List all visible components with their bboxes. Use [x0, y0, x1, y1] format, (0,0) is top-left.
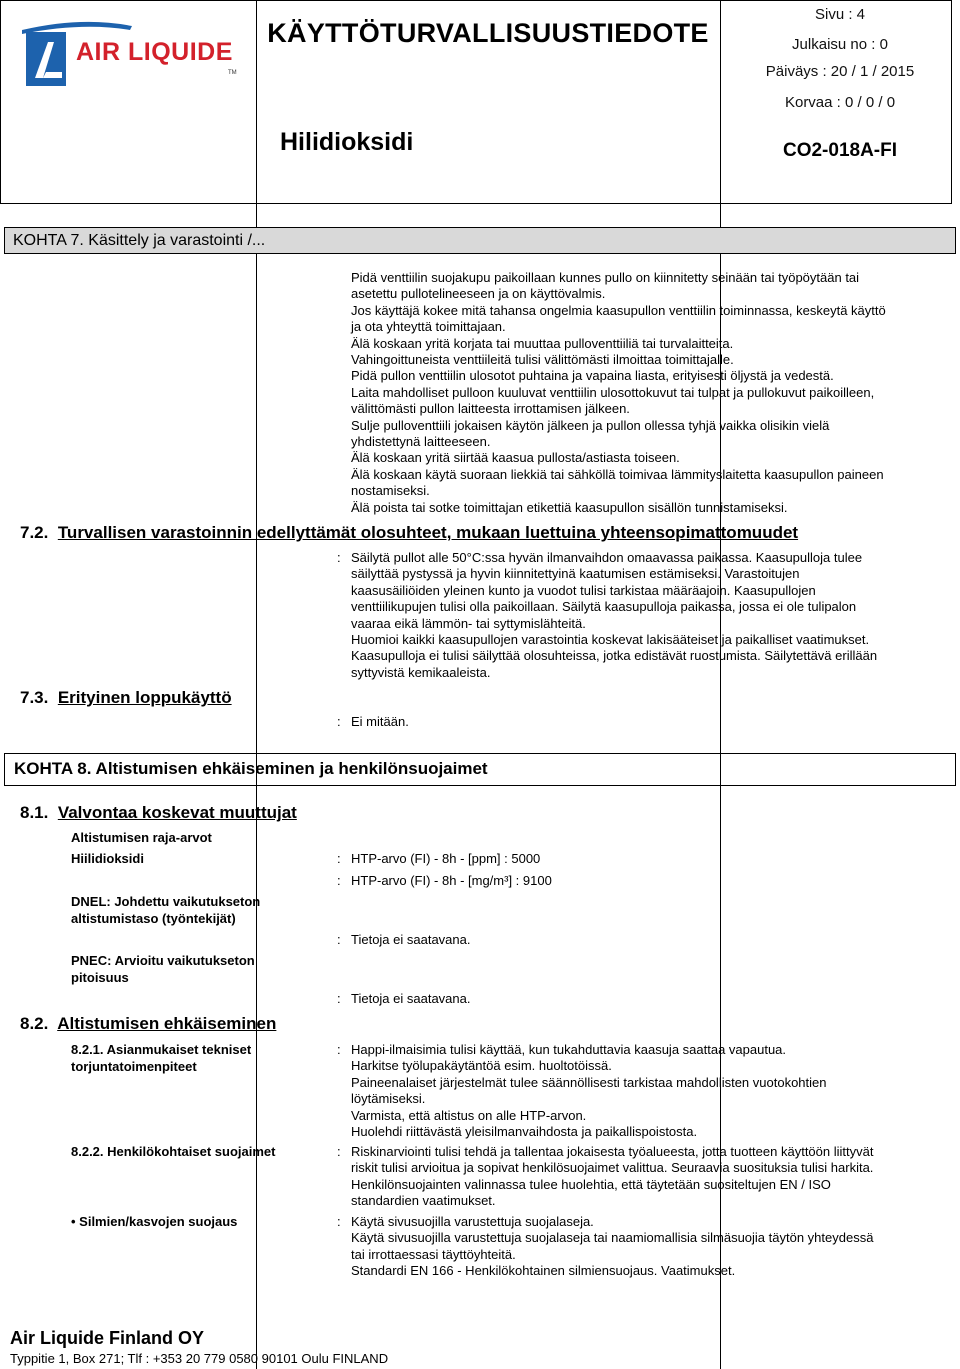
- dnel-value: Tietoja ei saatavana.: [351, 932, 471, 947]
- engineering-controls-label: [71, 1042, 251, 1075]
- handling-line: ja ota yhteyttä toimittajaan.: [351, 319, 506, 335]
- ppe-label: 8.2.2. Henkilökohtaiset suojaimet: [71, 1144, 276, 1159]
- section-7-bar: KOHTA 7. Käsittely ja varastointi /...: [4, 227, 956, 254]
- ppe-line: Henkilönsuojainten valinnassa tulee huolehtia, että täytetään suositeltujen EN / ISO: [351, 1176, 831, 1192]
- dnel-label-line: altistumistaso (työntekijät): [71, 910, 236, 926]
- handling-line: nostamiseksi.: [351, 483, 430, 499]
- pnec-label-line: pitoisuus: [71, 969, 129, 985]
- storage-line: kaasusäiliöiden yleinen kunto ja vuodot tulisi tarkistaa määräajoin. Kaasupullojen: [351, 582, 816, 598]
- subsection-number: 8.1.: [20, 803, 49, 822]
- section-8-title: KOHTA 8. Altistumisen ehkäiseminen ja henkilönsuojaimet: [14, 759, 488, 778]
- storage-line: Kaasupulloja ei tulisi säilyttää olosuhteissa, jotka edistävät ruostumista. Säilytettävä erillään: [351, 648, 878, 664]
- engineering-controls-line: Paineenalaiset järjestelmät tulee säännöllisesti tarkistaa mahdollisten vuotokohtien: [351, 1074, 827, 1090]
- issue-date: Päiväys : 20 / 1 / 2015: [765, 63, 915, 80]
- page-number: Sivu : 4: [814, 6, 866, 23]
- subsection-title: Valvontaa koskevat muuttujat: [57, 803, 297, 822]
- document-title: KÄYTTÖTURVALLISUUSTIEDOTE: [267, 18, 709, 48]
- handling-line: Älä poista tai sotke toimittajan etikettiä kaasupullon sisällön tunnistamiseksi.: [351, 499, 788, 515]
- engineering-controls-line: löytämiseksi.: [351, 1091, 426, 1107]
- footer-company: Air Liquide Finland OY: [10, 1328, 205, 1348]
- colon-separator: :: [337, 991, 341, 1006]
- ppe-text: [351, 1144, 951, 1210]
- limit-mgm3: HTP-arvo (FI) - 8h - [mg/m³] : 9100: [351, 873, 552, 888]
- storage-line: vaaraa eikä lämmön- tai syttymislähteitä.: [351, 615, 586, 631]
- handling-line: Vahingoittuneista venttiileitä tulisi välittömästi ilmoittaa toimittajalle.: [351, 352, 734, 368]
- limit-ppm: HTP-arvo (FI) - 8h - [ppm] : 5000: [351, 851, 541, 866]
- storage-line: Säilytä pullot alle 50°C:ssa hyvän ilmanvaihdon omaavassa paikassa. Kaasupulloja tulee: [351, 550, 863, 565]
- footer-address: Typpitie 1, Box 271; Tlf : +353 20 779 0580 90101 Oulu FINLAND: [10, 1351, 389, 1366]
- subsection-7-3-heading: [20, 688, 232, 708]
- handling-precautions: [351, 270, 951, 516]
- colon-separator: :: [337, 550, 341, 565]
- eye-protection-line: Käytä sivusuojilla varustettuja suojalaseja.: [351, 1214, 594, 1229]
- colon-separator: :: [337, 1214, 341, 1229]
- substance-name: Hiilidioksidi: [71, 851, 144, 866]
- pnec-value: Tietoja ei saatavana.: [351, 991, 471, 1006]
- replaces-date: Korvaa : 0 / 0 / 0: [784, 94, 896, 111]
- storage-line: syttyvistä kemikaaleista.: [351, 664, 491, 680]
- subsection-8-1-heading: [20, 803, 297, 823]
- document-header: [0, 0, 952, 204]
- sds-code: CO2-018A-FI: [782, 140, 898, 161]
- engineering-controls-text: [351, 1042, 951, 1140]
- colon-separator: :: [337, 932, 341, 947]
- subsection-number: 7.2.: [20, 523, 49, 542]
- ppe-line: riskit tulisi arvioitua ja sopivat henkilösuojaimet valittua. Seuraavia suosituksia tulisi harkita.: [351, 1160, 874, 1176]
- handling-line: Pidä pullon venttiilin ulosotot puhtaina ja vapaina liasta, erityisesti öljystä ja vedestä.: [351, 368, 834, 384]
- logo-tm: TM: [228, 70, 237, 76]
- storage-conditions: [351, 550, 951, 681]
- dnel-label-line: DNEL: Johdettu vaikutukseton: [71, 894, 261, 909]
- engineering-controls-line: Varmista, että altistus on alle HTP-arvon.: [351, 1107, 587, 1123]
- subsection-number: 7.3.: [20, 688, 49, 707]
- engineering-controls-line: Happi-ilmaisimia tulisi käyttää, kun tukahduttavia kaasuja saattaa vapautua.: [351, 1042, 787, 1057]
- engineering-controls-line: Harkitse työlupakäytäntöä esim. huoltotöissä.: [351, 1058, 612, 1074]
- eye-protection-line: Käytä sivusuojilla varustettuja suojalaseja tai naamiomallisia silmäsuojia täytön yhteydessä: [351, 1230, 874, 1246]
- handling-line: Älä koskaan käytä suoraan liekkiä tai sähköllä toimivaa lämmityslaitetta kaasupullon paineen: [351, 466, 884, 482]
- subsection-7-2-heading: [20, 523, 798, 543]
- colon-separator: :: [337, 1144, 341, 1159]
- handling-line: Sulje pulloventtiili jokaisen käytön jälkeen ja pullon ollessa tyhjä vaikka olisikin vielä: [351, 417, 830, 433]
- colon-separator: :: [337, 851, 341, 866]
- handling-line: Pidä venttiilin suojakupu paikoillaan kunnes pullo on kiinnitetty seinään tai työpöytään tai: [351, 270, 860, 285]
- pnec-label-line: PNEC: Arvioitu vaikutukseton: [71, 953, 255, 968]
- edition-number: Julkaisu no : 0: [792, 36, 888, 53]
- subsection-number: 8.2.: [20, 1014, 49, 1033]
- handling-line: Älä koskaan yritä siirtää kaasua pullosta/astiasta toiseen.: [351, 450, 680, 466]
- pnec-label: [71, 953, 255, 986]
- handling-line: välittömästi pullon laitteesta irrottamisen jälkeen.: [351, 401, 630, 417]
- ppe-line: standardien vaatimukset.: [351, 1193, 496, 1209]
- storage-line: venttiilikupujen tulisi olla paikoillaan. Säilytä kaasupulloja paikassa, jossa ei ole tulipalon: [351, 599, 857, 615]
- subsection-title: Turvallisen varastoinnin edellyttämät olosuhteet, mukaan luettuina yhteensopimattomuudet: [57, 523, 799, 542]
- colon-separator: :: [337, 1042, 341, 1057]
- colon-separator: :: [337, 873, 341, 888]
- subsection-8-2-heading: [20, 1014, 276, 1034]
- ppe-line: Riskinarviointi tulisi tehdä ja tallentaa jokaisesta työalueesta, jotta tuotteen käyttöön liittyvät: [351, 1144, 874, 1159]
- eye-protection-text: [351, 1214, 951, 1280]
- logo-cell: [0, 0, 257, 1369]
- subsection-title: Altistumisen ehkäiseminen: [57, 1014, 277, 1033]
- eye-protection-line: tai irrottaessasi täyttöyhteitä.: [351, 1246, 516, 1262]
- handling-line: asetettu pullotelineeseen ja on käyttövalmis.: [351, 286, 606, 302]
- engineering-controls-label-line: 8.2.1. Asianmukaiset tekniset: [71, 1042, 252, 1057]
- logo-text: AIR LIQUIDE: [76, 38, 233, 66]
- eye-protection-line: Standardi EN 166 - Henkilökohtainen silmiensuojaus. Vaatimukset.: [351, 1263, 736, 1279]
- colon-separator: :: [337, 714, 341, 729]
- engineering-controls-label-line: torjuntatoimenpiteet: [71, 1058, 197, 1074]
- storage-line: Huomioi kaikki kaasupullojen varastointia koskevat lakisääteiset ja paikalliset vaatimukset.: [351, 632, 870, 648]
- storage-line: säilyttää pystyssä ja hyvin kiinnitettyinä kaatumisen estämiseksi. Varastoitujen: [351, 566, 800, 582]
- specific-end-use-value: Ei mitään.: [351, 714, 409, 729]
- handling-line: Älä koskaan yritä korjata tai muuttaa pulloventtiiliä tai turvalaitteita.: [351, 335, 734, 351]
- subsection-title: Erityinen loppukäyttö: [57, 688, 232, 707]
- exposure-limits-heading: Altistumisen raja-arvot: [71, 830, 212, 845]
- handling-line: Laita mahdolliset pulloon kuuluvat venttiilin ulosottokuvut tai tulpat ja pullokuvut paikoilleen,: [351, 384, 875, 400]
- eye-protection-label: • Silmien/kasvojen suojaus: [71, 1214, 238, 1229]
- product-name: Hilidioksidi: [280, 128, 414, 156]
- handling-line: Jos käyttäjä kokee mitä tahansa ongelmia kaasupullon venttiilin toiminnassa, keskeytä käyttö: [351, 302, 886, 318]
- engineering-controls-line: Huolehdi riittävästä yleisilmanvaihdosta ja paikallispoistosta.: [351, 1124, 698, 1140]
- handling-line: yhdistettynä laitteeseen.: [351, 434, 491, 450]
- dnel-label: [71, 894, 260, 927]
